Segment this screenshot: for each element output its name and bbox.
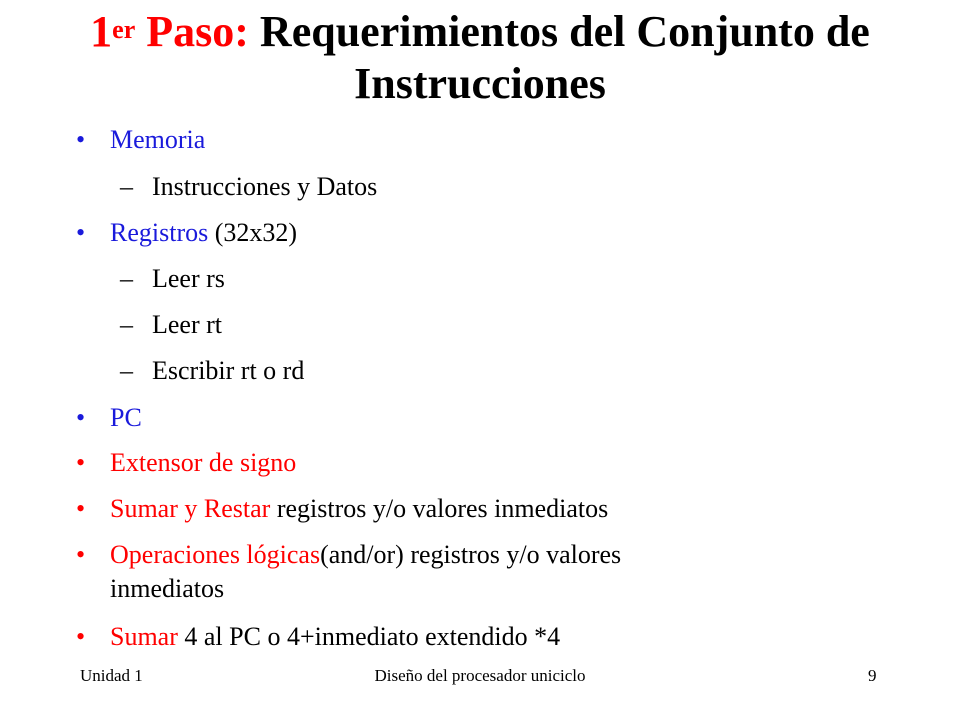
title-step-superscript: er: [112, 15, 136, 44]
bullet-dot: •: [76, 494, 86, 523]
sub-dash: –: [120, 264, 133, 293]
bullet-text: inmediatos: [110, 574, 225, 603]
bullet-dot: •: [76, 448, 86, 477]
sub-dash: –: [120, 172, 133, 201]
sub-label: Leer rs: [152, 264, 225, 293]
bullet-sumar-pc: [76, 621, 561, 652]
sub-item-instrucciones: [120, 171, 378, 202]
bullet-memoria: [76, 124, 206, 155]
footer-page-number: 9: [868, 666, 877, 685]
title-text-1: Requerimientos del Conjunto de: [259, 7, 870, 56]
bullet-label: Extensor de signo: [110, 448, 297, 477]
bullet-dot: •: [76, 622, 86, 651]
bullet-label: Sumar y Restar: [110, 494, 271, 523]
bullet-text: (32x32): [208, 218, 298, 247]
sub-label: Escribir rt o rd: [152, 356, 305, 385]
bullet-label: Registros: [110, 218, 209, 247]
bullet-operaciones: [76, 539, 622, 570]
bullet-text: registros y/o valores inmediatos: [270, 494, 609, 523]
bullet-label: Memoria: [110, 125, 206, 154]
bullet-dot: •: [76, 218, 86, 247]
bullet-label: Operaciones lógicas: [110, 540, 321, 569]
bullet-operaciones-continued: [110, 573, 224, 604]
sub-item-leer-rt: [120, 309, 223, 340]
bullet-text: 4 al PC o 4+inmediato extendido *4: [177, 622, 561, 651]
bullet-dot: •: [76, 403, 86, 432]
footer-course-title: Diseño del procesador uniciclo: [374, 666, 586, 685]
sub-item-leer-rs: [120, 263, 225, 294]
bullet-text: (and/or) registros y/o valores: [320, 540, 622, 569]
sub-item-escribir: [120, 355, 305, 386]
bullet-pc: [76, 402, 142, 433]
bullet-extensor: [76, 447, 297, 478]
sub-dash: –: [120, 356, 133, 385]
bullet-label: PC: [110, 403, 142, 432]
bullet-label: Sumar: [110, 622, 178, 651]
bullet-dot: •: [76, 125, 86, 154]
title-text-2: Instrucciones: [354, 59, 606, 108]
sub-dash: –: [120, 310, 133, 339]
sub-label: Instrucciones y Datos: [152, 172, 378, 201]
footer-unit: Unidad 1: [80, 666, 143, 685]
title-step-number: 1: [90, 7, 113, 56]
bullet-sumar-restar: [76, 493, 609, 524]
bullet-dot: •: [76, 540, 86, 569]
bullet-registros: [76, 217, 298, 248]
title-step-label: Paso:: [146, 7, 249, 56]
sub-label: Leer rt: [152, 310, 223, 339]
